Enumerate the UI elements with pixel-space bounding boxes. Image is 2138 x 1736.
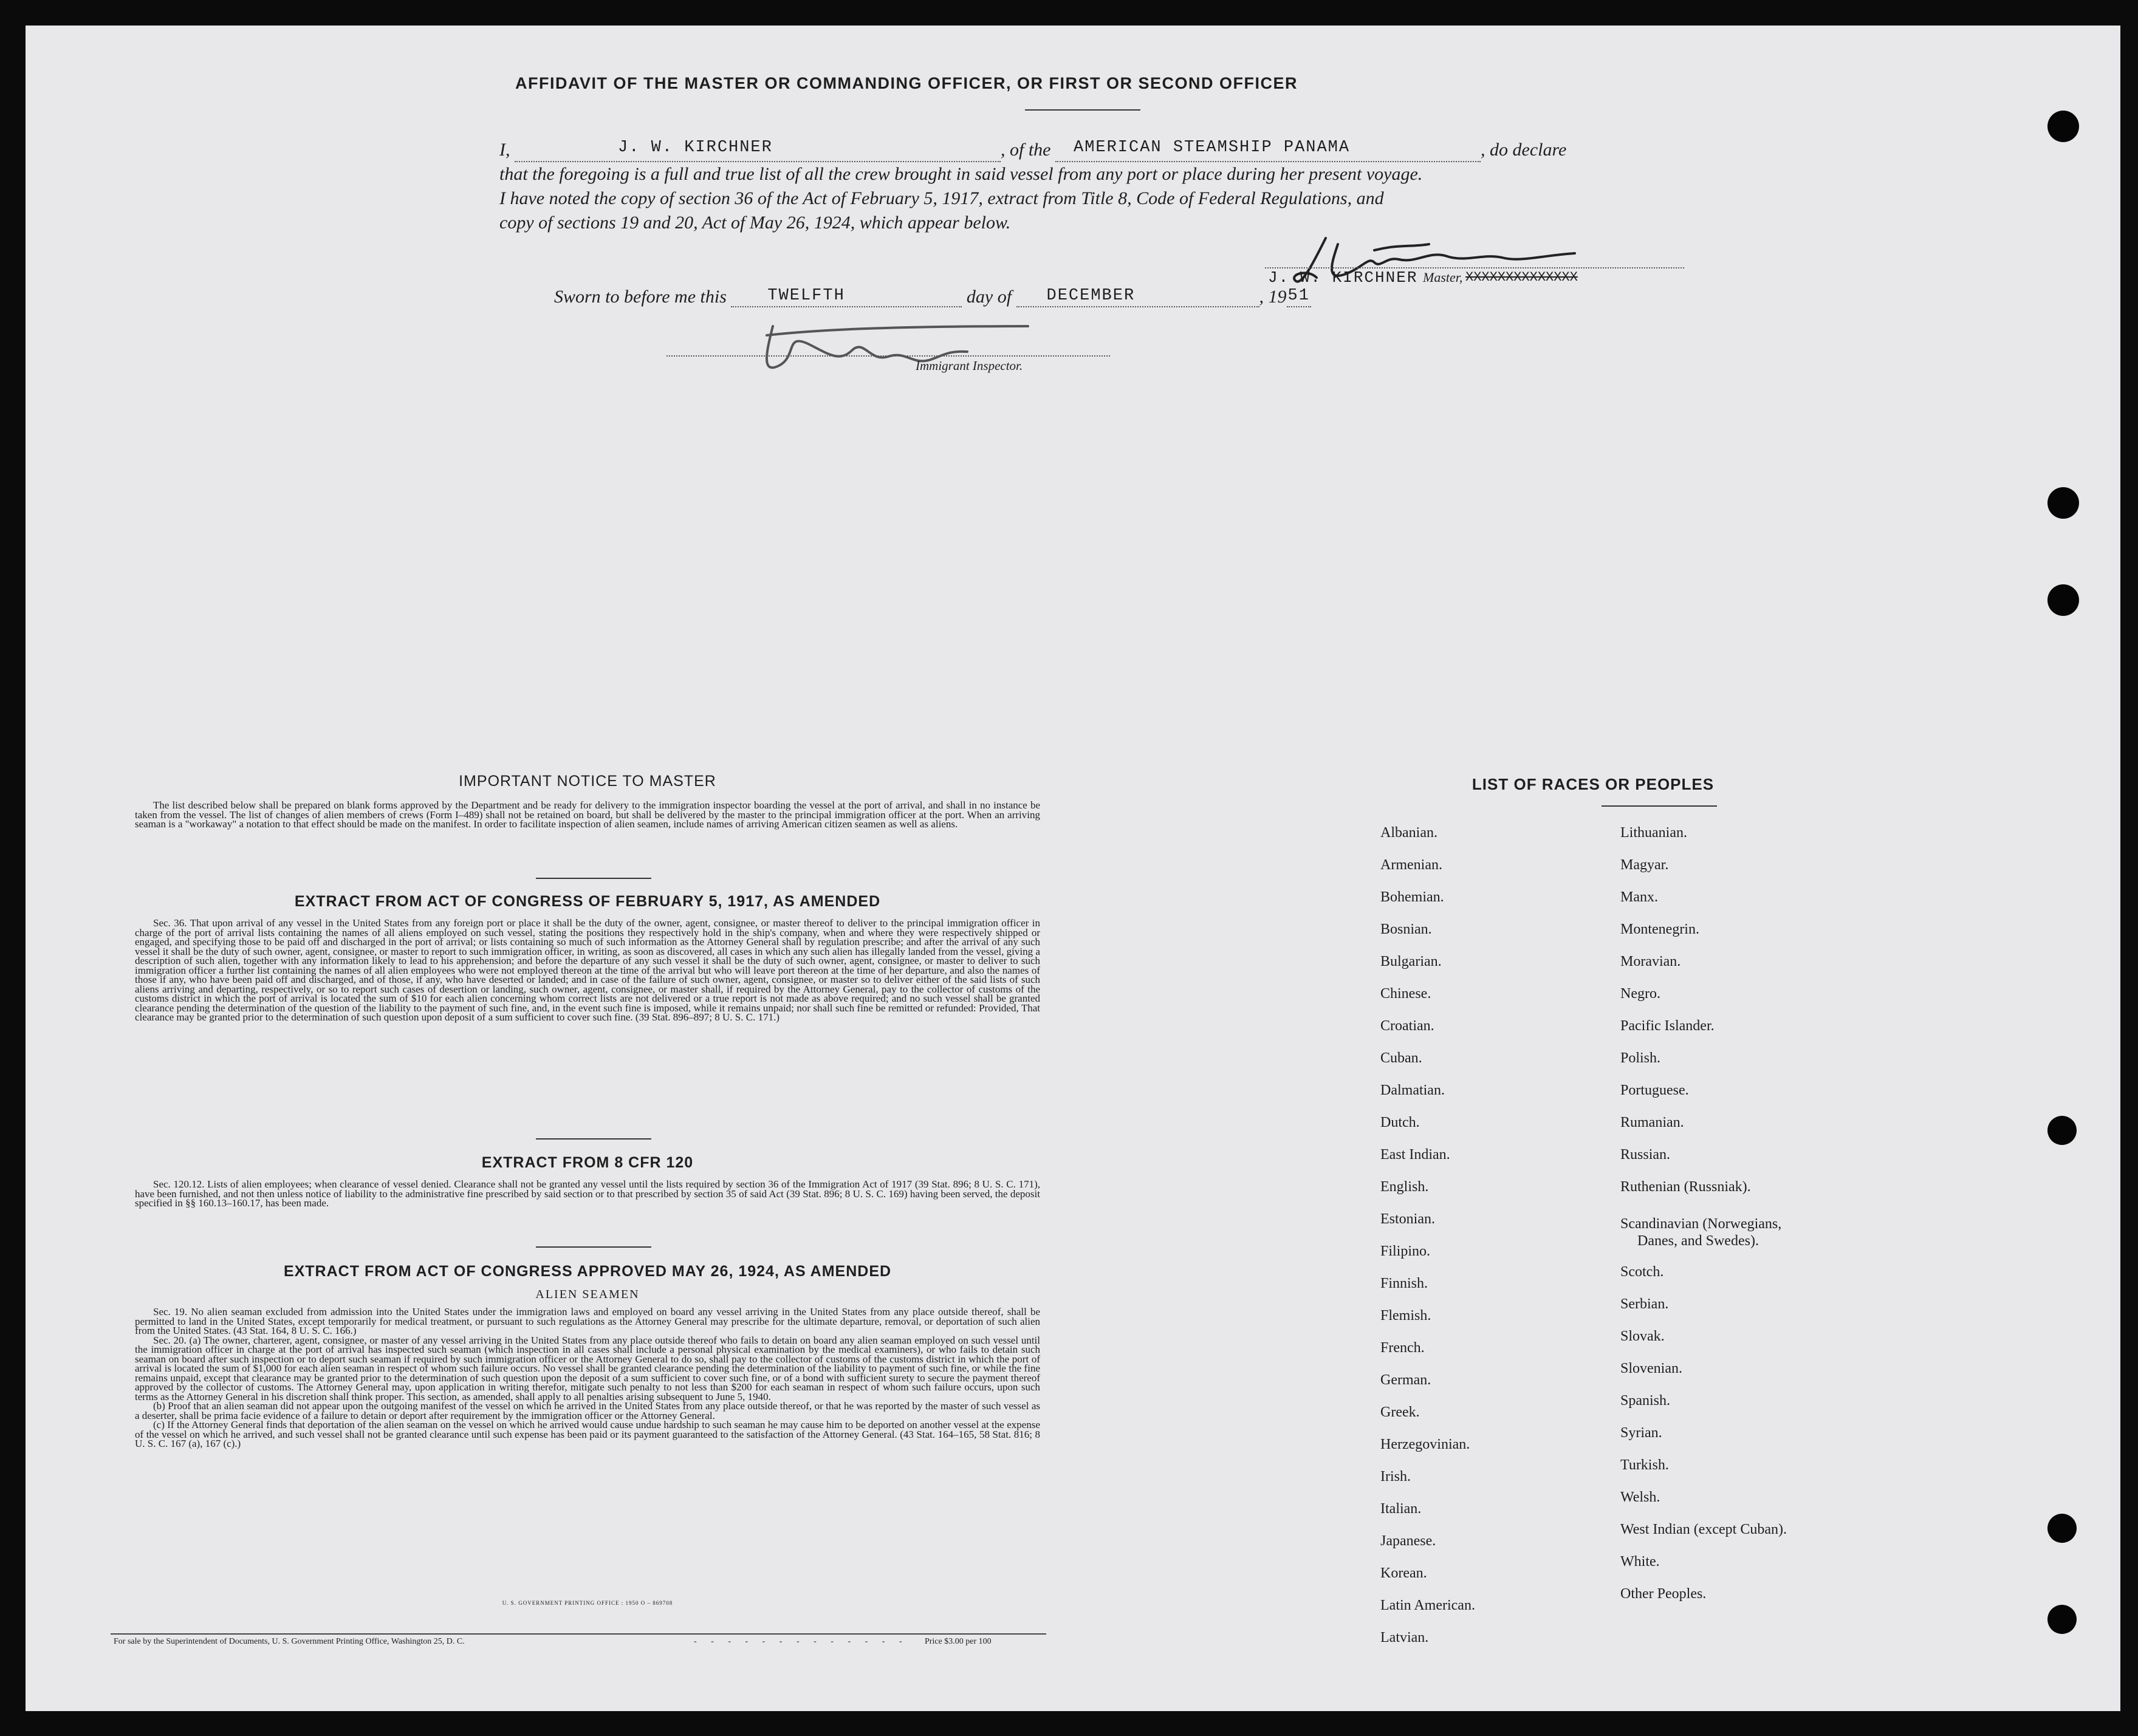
race-item: Croatian.: [1380, 1018, 1434, 1034]
race-item: Latvian.: [1380, 1630, 1429, 1645]
extract-1924-heading: EXTRACT FROM ACT OF CONGRESS APPROVED MAY 26, 1924, AS AMENDED: [283, 1263, 892, 1280]
race-item: Scotch.: [1620, 1264, 1664, 1280]
footer-price: Price $3.00 per 100: [925, 1637, 992, 1646]
race-item: Spanish.: [1620, 1393, 1671, 1409]
race-item: Finnish.: [1380, 1276, 1428, 1291]
sworn-month-field: [1016, 287, 1259, 307]
sworn-year-prefix: , 19: [1259, 287, 1287, 307]
vessel-name-value: AMERICAN STEAMSHIP PANAMA: [1074, 138, 1351, 157]
sworn-year-value: 51: [1287, 287, 1310, 305]
sec-20b-paragraph: (b) Proof that an alien seaman did not appear upon the outgoing manifest of the vessel on which he arrived in the United States from any place outside thereof, or that he was reported by the master of such vessel as a deserter, shall be prima facie evidence of a failure to detain or deport after requirement by the immigration officer or the Attorney General.: [135, 1400, 1040, 1421]
race-item: Polish.: [1620, 1050, 1661, 1066]
struck-officer-label: XXXXXXXXXXXXXX: [1465, 270, 1578, 285]
race-item: Montenegrin.: [1620, 921, 1699, 937]
punch-hole: [2047, 1514, 2077, 1543]
master-signature-scrawl: [1289, 226, 1629, 299]
notice-paragraph: The list described below shall be prepared on blank forms approved by the Department and be ready for delivery to the immigration inspector boarding the vessel at the port of arrival, and shall in no instance be taken from the vessel. The list of changes of alien members of crews (Form I–489) shall not be retained on board, but shall be delivered by the master to the principal immigration officer at the port. When an arriving seaman is a "workaway" a notation to that effect should be made on the manifest. In order to facilitate inspection of alien seamen, include names of arriving American citizen seamen as well as aliens.: [135, 799, 1040, 830]
race-item: Chinese.: [1380, 986, 1431, 1002]
affidavit-title: AFFIDAVIT OF THE MASTER OR COMMANDING OFFICER, OR FIRST OR SECOND OFFICER: [515, 74, 1298, 92]
sworn-prefix: Sworn to before me this: [554, 287, 727, 307]
races-rule: [1602, 805, 1717, 807]
sec-20c-paragraph: (c) If the Attorney General finds that deportation of the alien seaman on the vessel on which he arrived would cause undue hardship to such seaman he may cause him to be deported on another vessel at the expense of the vessel on which he arrived, and such vessel shall not be granted clearance until such expense has been paid or its payment guaranteed to the satisfaction of the Attorney General. (43 Stat. 164–165, 58 Stat. 816; 8 U. S. C. 167 (a), 167 (c).): [135, 1419, 1040, 1449]
extract-1917-paragraph: Sec. 36. That upon arrival of any vessel in the United States from any foreign port or place it shall be the duty of the owner, agent, consignee, or master thereof to deliver to the principal immigration officer in charge of the port of arrival lists containing the names of all aliens employed on such vessel, stating the positions they respectively hold in the ship's company, when and where they were respectively shipped or engaged, and specifying those to be paid off and discharged in the port of arrival; or lists containing so much of such information as the Attorney General shall by regulation prescribe; and after the arrival of any such vessel it shall be the duty of such owner, agent, consignee, or master to report to such immigration officer, in writing, as soon as discovered, all cases in which any such alien has illegally landed from the vessel, giving a description of such alien, together with any information likely to lead to his apprehension; and before the departure of any such vessel it shall be the duty of such owner, agent, consignee, or master to deliver to such immigration officer a further list containing the names of all alien employees who were not employed thereon at the time of the arrival but who will leave port thereon at the time of her departure, and also the names of those if any, who have been paid off and discharged, and of those, if any, who have deserted or landed; and in case of the failure of such owner, agent, consignee, or master so to deliver either of the said lists of such aliens arriving and departing, respectively, or so to report such cases of desertion or landing, such owner, agent, consignee, or master shall, if required by the Attorney General, pay to the collector of customs of the customs district in which the port of arrival is located the sum of $10 for each alien concerning whom correct lists are not delivered or a true report is not made as above required; and no such vessel shall be granted clearance pending the determination of the question of the liability to the payment of such fine, and, in the event such fine is imposed, while it remains unpaid; nor shall such fine be remitted or refunded: Provided, That clearance may be granted prior to the determination of such question upon deposit of a sum sufficient to cover such fine. (39 Stat. 896–897; 8 U. S. C. 171.): [135, 917, 1040, 1023]
sec-20a-paragraph: Sec. 20. (a) The owner, charterer, agent, consignee, or master of any vessel arriving in the United States from any place outside thereof who fails to detain on board any alien seaman employed on such vessel until the immigration officer in charge at the port of arrival has inspected such seaman (which inspection in all cases shall include a personal physical examination by the medical examiners), or who fails to detain such seaman on board after such inspection or to deport such seaman if required by such immigration officer or the Attorney General to do so, shall pay to the collector of customs of the customs district in which the port of arrival is located the sum of $1,000 for each alien seaman in respect of whom such failure occurs. No vessel shall be granted clearance pending the determination of the liability to payment of such fine, or while the fine remains unpaid, except that clearance may be granted prior to the determination of such question upon the deposit of a sum sufficient to cover such fine, or of a bond with sufficient surety to secure the payment thereof approved by the collector of customs. The Attorney General may, upon application in writing therefor, mitigate such penalty to not less than $200 for each seaman in respect of whom such failure occurs, upon such terms as the Attorney General in his discretion shall think proper. This section, as amended, shall apply to all penalties arising subsequent to June 5, 1940.: [135, 1334, 1040, 1403]
sworn-day-value: TWELFTH: [767, 287, 845, 305]
race-item: Flemish.: [1380, 1308, 1431, 1324]
race-item: Armenian.: [1380, 857, 1442, 873]
punch-hole: [2047, 1116, 2077, 1145]
race-item: Pacific Islander.: [1620, 1018, 1715, 1034]
affidavit-of-the: , of the: [1001, 140, 1051, 160]
gpo-imprint: U. S. GOVERNMENT PRINTING OFFICE : 1950 O – 869708: [502, 1600, 673, 1606]
extract-cfr-body: [135, 1180, 1040, 1208]
race-item: Lithuanian.: [1620, 825, 1687, 841]
punch-hole: [2047, 487, 2079, 519]
sec-19-paragraph: Sec. 19. No alien seaman excluded from admission into the United States under the immigration laws and employed on board any vessel arriving in the United States from any place outside thereof, shall be permitted to land in the United States, except temporarily for medical treatment, or pursuant to such regulations as the Attorney General may prescribe for the ultimate departure, removal, or deportation of such alien from the United States. (43 Stat. 164, 8 U. S. C. 166.): [135, 1306, 1040, 1336]
race-item: East Indian.: [1380, 1147, 1450, 1163]
typed-master-name: J. W. KIRCHNER: [1268, 268, 1418, 287]
race-item: White.: [1620, 1554, 1660, 1570]
affidavit-i: I,: [499, 140, 510, 160]
race-item: West Indian (except Cuban).: [1620, 1522, 1787, 1537]
affidavit-line-2: that the foregoing is a full and true list of all the crew brought in said vessel from any port or place during her present voyage.: [499, 164, 1423, 184]
master-role-label: Master,: [1423, 270, 1463, 285]
affidavit-statement: [499, 138, 1690, 235]
race-item: Manx.: [1620, 889, 1658, 905]
sworn-line: [554, 287, 1311, 307]
race-item: Serbian.: [1620, 1296, 1669, 1312]
race-item: Herzegovinian.: [1380, 1437, 1470, 1452]
race-item: Japanese.: [1380, 1533, 1436, 1549]
race-item: Cuban.: [1380, 1050, 1422, 1066]
notice-body: [135, 801, 1040, 829]
race-item: Dutch.: [1380, 1115, 1420, 1130]
race-item: Welsh.: [1620, 1489, 1660, 1505]
race-item: Danes, and Swedes).: [1637, 1233, 1759, 1249]
inspector-signature-scrawl: [749, 308, 1040, 387]
extract-1917-heading: EXTRACT FROM ACT OF CONGRESS OF FEBRUARY 5, 1917, AS AMENDED: [294, 893, 881, 910]
extract-cfr-paragraph: Sec. 120.12. Lists of alien employees; when clearance of vessel denied. Clearance shall not be granted any vessel until the lists required by section 36 of the Immigration Act of 1917 (39 Stat. 896; 8 U. S. C. 171), have been furnished, and not then unless notice of liability to the administrative fine prescribed by said section or to that prescribed by section 35 of said Act (39 Stat. 896; 8 U. S. C. 169) having been served, the deposit specified in §§ 160.13–160.17, has been made.: [135, 1178, 1040, 1209]
inspector-label: Immigrant Inspector.: [916, 358, 1023, 373]
affidavit-line-4: copy of sections 19 and 20, Act of May 26, 1924, which appear below.: [499, 213, 1011, 233]
race-item: Bosnian.: [1380, 921, 1432, 937]
race-item: Russian.: [1620, 1147, 1671, 1163]
affidavit-line-3: I have noted the copy of section 36 of the Act of February 5, 1917, extract from Title 8, Code of Federal Regulations, and: [499, 188, 1384, 208]
race-item: Filipino.: [1380, 1243, 1431, 1259]
race-item: Portuguese.: [1620, 1082, 1689, 1098]
race-item: Greek.: [1380, 1404, 1420, 1420]
race-item: Irish.: [1380, 1469, 1411, 1485]
punch-hole: [2047, 584, 2079, 616]
divider-2: [536, 1138, 651, 1140]
sworn-day-of: day of: [966, 287, 1012, 307]
race-item: Syrian.: [1620, 1425, 1662, 1441]
extract-1924-body: [135, 1307, 1040, 1449]
race-item: Latin American.: [1380, 1598, 1475, 1613]
punch-hole: [2047, 1605, 2077, 1634]
race-item: Magyar.: [1620, 857, 1669, 873]
alien-seamen-subheading: ALIEN SEAMEN: [535, 1288, 640, 1301]
race-item: Scandinavian (Norwegians,: [1620, 1216, 1782, 1232]
race-item: German.: [1380, 1372, 1431, 1388]
extract-1917-body: [135, 918, 1040, 1022]
race-item: Estonian.: [1380, 1211, 1435, 1227]
race-item: Negro.: [1620, 986, 1660, 1002]
extract-cfr-heading: EXTRACT FROM 8 CFR 120: [481, 1154, 694, 1171]
race-item: Slovenian.: [1620, 1361, 1682, 1376]
race-item: Slovak.: [1620, 1328, 1665, 1344]
inspector-line: [666, 355, 1110, 357]
race-item: French.: [1380, 1340, 1425, 1356]
sworn-year-field: [1287, 287, 1311, 307]
race-item: Bulgarian.: [1380, 954, 1442, 969]
punch-hole: [2047, 111, 2079, 142]
race-item: English.: [1380, 1179, 1429, 1195]
affidavit-line-1: [499, 138, 1690, 162]
divider-3: [536, 1246, 651, 1248]
footer-rule: [111, 1633, 1046, 1635]
footer-sale-note: For sale by the Superintendent of Documents, U. S. Government Printing Office, Washington 25, D. C.: [114, 1637, 465, 1646]
sworn-month-value: DECEMBER: [1046, 287, 1136, 305]
footer-dashes: - - - - - - - - - - - - -: [694, 1637, 908, 1646]
races-column-2: [1620, 825, 1985, 1675]
race-item: Dalmatian.: [1380, 1082, 1445, 1098]
race-item: Other Peoples.: [1620, 1586, 1707, 1602]
races-heading: LIST OF RACES OR PEOPLES: [1472, 775, 1715, 793]
race-item: Moravian.: [1620, 954, 1681, 969]
race-item: Turkish.: [1620, 1457, 1669, 1473]
divider-1: [536, 878, 651, 879]
master-name-value: J. W. KIRCHNER: [618, 138, 773, 157]
document-page: [26, 26, 2120, 1711]
vessel-name-field: [1055, 138, 1481, 162]
race-item: Albanian.: [1380, 825, 1437, 841]
master-name-field: [515, 138, 1001, 162]
race-item: Italian.: [1380, 1501, 1422, 1517]
notice-heading: IMPORTANT NOTICE TO MASTER: [459, 773, 716, 790]
race-item: Ruthenian (Russniak).: [1620, 1179, 1751, 1195]
race-item: Korean.: [1380, 1565, 1427, 1581]
title-rule: [1025, 109, 1140, 111]
races-column-1: [1380, 825, 1611, 1675]
affidavit-do-declare: , do declare: [1481, 140, 1567, 160]
race-item: Rumanian.: [1620, 1115, 1684, 1130]
sworn-day-field: [731, 287, 962, 307]
race-item: Bohemian.: [1380, 889, 1444, 905]
